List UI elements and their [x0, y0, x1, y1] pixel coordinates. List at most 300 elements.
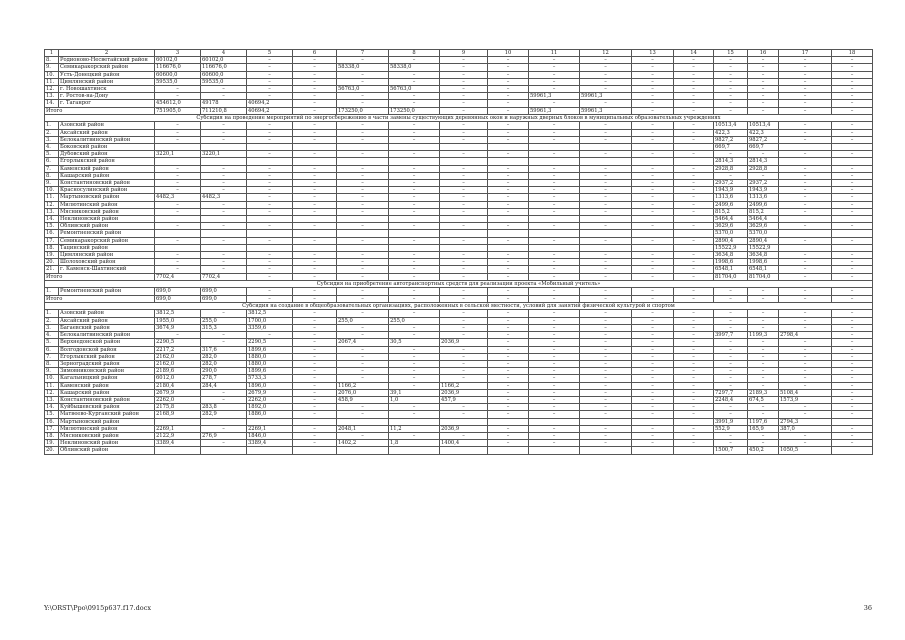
table-cell: 5733,3 — [247, 375, 293, 382]
table-cell: – — [488, 310, 529, 317]
row-number: 14. — [45, 100, 59, 107]
table-cell — [201, 244, 247, 251]
row-number: 14. — [45, 216, 59, 223]
table-cell: – — [293, 389, 337, 396]
table-cell: – — [779, 223, 832, 230]
table-cell — [201, 158, 247, 165]
table-cell: – — [832, 71, 873, 78]
table-cell — [293, 144, 337, 151]
table-cell: – — [674, 129, 714, 136]
table-cell: – — [488, 440, 529, 447]
table-cell: 711210,8 — [201, 107, 247, 114]
table-row — [45, 144, 873, 151]
table-cell: 699,0 — [201, 295, 247, 302]
table-cell: 699,0 — [155, 295, 201, 302]
table-cell — [832, 216, 873, 223]
row-number: 7. — [45, 165, 59, 172]
table-row — [45, 237, 873, 244]
district-name: Багаевский район — [59, 324, 155, 331]
table-cell — [832, 244, 873, 251]
budget-table — [44, 49, 873, 455]
table-cell: 2248,4 — [714, 396, 748, 403]
table-cell — [488, 144, 529, 151]
table-cell: – — [529, 259, 580, 266]
table-cell — [293, 447, 337, 454]
row-number: 11. — [45, 382, 59, 389]
district-name: Родионово-Несветайский район — [59, 57, 155, 64]
table-cell: – — [201, 237, 247, 244]
table-cell: – — [748, 324, 779, 331]
table-cell: – — [714, 382, 748, 389]
table-cell: 39,1 — [389, 389, 440, 396]
district-name: Константиновский район — [59, 180, 155, 187]
table-cell: – — [779, 208, 832, 215]
row-number: 5. — [45, 151, 59, 158]
table-cell: – — [389, 432, 440, 439]
table-cell: – — [674, 122, 714, 129]
table-cell: – — [779, 440, 832, 447]
table-cell: – — [580, 100, 632, 107]
table-cell: – — [488, 404, 529, 411]
table-cell: – — [632, 208, 674, 215]
table-cell: 290,0 — [201, 368, 247, 375]
table-cell: – — [580, 382, 632, 389]
table-cell: – — [714, 324, 748, 331]
row-number: 13. — [45, 208, 59, 215]
table-cell: 1400,4 — [440, 440, 488, 447]
table-cell: – — [674, 57, 714, 64]
table-cell: – — [293, 136, 337, 143]
table-cell: 3220,1 — [155, 151, 201, 158]
table-cell: – — [293, 259, 337, 266]
table-cell: 6548,1 — [748, 266, 779, 273]
table-cell: 2814,3 — [714, 158, 748, 165]
table-cell: – — [580, 375, 632, 382]
table-cell — [155, 447, 201, 454]
table-cell: – — [488, 396, 529, 403]
table-cell: – — [779, 165, 832, 172]
table-cell: – — [201, 136, 247, 143]
table-cell: – — [247, 332, 293, 339]
table-cell: – — [293, 194, 337, 201]
table-cell: 10513,4 — [748, 122, 779, 129]
table-cell: 2067,4 — [337, 339, 389, 346]
table-cell: 2890,4 — [714, 237, 748, 244]
table-row — [45, 411, 873, 418]
table-cell: 60102,0 — [201, 57, 247, 64]
district-name: Аксайский район — [59, 129, 155, 136]
table-body — [45, 50, 873, 455]
table-cell: – — [632, 57, 674, 64]
table-cell: – — [632, 107, 674, 114]
table-cell: – — [632, 310, 674, 317]
table-cell: – — [529, 273, 580, 280]
table-cell: – — [389, 180, 440, 187]
table-cell: 1899,6 — [247, 368, 293, 375]
table-cell: – — [488, 151, 529, 158]
row-number: 13. — [45, 396, 59, 403]
table-cell: – — [201, 332, 247, 339]
table-cell: – — [389, 411, 440, 418]
table-cell: – — [832, 440, 873, 447]
table-cell: 2262,0 — [155, 396, 201, 403]
district-name: Тацинский район — [59, 244, 155, 251]
table-row — [45, 151, 873, 158]
table-cell: – — [632, 375, 674, 382]
table-row — [45, 288, 873, 295]
table-cell: – — [779, 288, 832, 295]
table-cell: – — [337, 208, 389, 215]
column-header-cell: 3 — [155, 50, 201, 57]
table-cell: – — [529, 432, 580, 439]
table-cell: 1943,9 — [748, 187, 779, 194]
table-cell: – — [529, 266, 580, 273]
district-name: Верхнедонской район — [59, 339, 155, 346]
table-cell: – — [488, 382, 529, 389]
table-cell — [155, 144, 201, 151]
table-cell: – — [779, 180, 832, 187]
table-cell: – — [714, 440, 748, 447]
row-number: 3. — [45, 324, 59, 331]
table-cell: 60600,0 — [201, 71, 247, 78]
table-row — [45, 389, 873, 396]
table-cell: – — [337, 136, 389, 143]
table-cell: – — [832, 317, 873, 324]
table-cell: – — [247, 64, 293, 71]
row-number: 15. — [45, 223, 59, 230]
table-cell: 2814,3 — [748, 158, 779, 165]
table-cell — [674, 144, 714, 151]
table-cell: – — [155, 332, 201, 339]
table-cell: – — [488, 165, 529, 172]
table-cell: 2679,9 — [155, 389, 201, 396]
table-cell: – — [389, 375, 440, 382]
table-cell: – — [748, 346, 779, 353]
table-cell: – — [293, 273, 337, 280]
table-cell: – — [488, 353, 529, 360]
column-header-cell: 9 — [440, 50, 488, 57]
table-row — [45, 86, 873, 93]
table-cell: – — [440, 310, 488, 317]
table-cell: – — [580, 353, 632, 360]
table-cell: – — [632, 151, 674, 158]
table-cell: – — [201, 259, 247, 266]
table-cell: – — [779, 353, 832, 360]
table-cell: – — [714, 64, 748, 71]
table-cell: – — [674, 223, 714, 230]
table-cell: – — [674, 353, 714, 360]
table-cell: 5464,4 — [714, 216, 748, 223]
district-name: Милютинский район — [59, 201, 155, 208]
table-cell: – — [247, 57, 293, 64]
table-cell: 1880,0 — [247, 360, 293, 367]
row-number: 20. — [45, 259, 59, 266]
table-cell: – — [779, 295, 832, 302]
table-cell: – — [580, 411, 632, 418]
table-cell — [389, 144, 440, 151]
table-cell: – — [201, 172, 247, 179]
table-cell: – — [155, 180, 201, 187]
table-cell: – — [247, 252, 293, 259]
table-cell: 3389,4 — [247, 440, 293, 447]
table-cell — [580, 244, 632, 251]
table-cell: – — [337, 78, 389, 85]
table-cell: – — [155, 129, 201, 136]
table-row — [45, 71, 873, 78]
table-cell: – — [529, 180, 580, 187]
table-cell: – — [832, 353, 873, 360]
table-cell: – — [832, 107, 873, 114]
table-row — [45, 266, 873, 273]
table-cell: – — [337, 295, 389, 302]
table-cell: – — [247, 172, 293, 179]
table-cell: – — [832, 404, 873, 411]
table-row — [45, 244, 873, 251]
district-name: Неклиновский район — [59, 440, 155, 447]
table-cell: – — [580, 432, 632, 439]
table-cell — [389, 230, 440, 237]
table-cell: 116676,0 — [155, 64, 201, 71]
table-cell: – — [779, 360, 832, 367]
table-cell: – — [440, 78, 488, 85]
table-row — [45, 375, 873, 382]
table-cell: – — [293, 317, 337, 324]
table-cell: – — [674, 368, 714, 375]
table-cell: – — [632, 288, 674, 295]
table-cell: 2679,9 — [247, 389, 293, 396]
table-cell: – — [488, 64, 529, 71]
table-cell: – — [529, 100, 580, 107]
table-cell: – — [293, 252, 337, 259]
column-header-cell: 11 — [529, 50, 580, 57]
table-cell: – — [337, 71, 389, 78]
table-row — [45, 78, 873, 85]
table-cell: 58338,0 — [389, 64, 440, 71]
table-cell — [201, 447, 247, 454]
table-cell: 1846,0 — [247, 432, 293, 439]
table-cell: – — [293, 332, 337, 339]
table-cell: – — [337, 223, 389, 230]
table-cell: – — [580, 404, 632, 411]
table-row — [45, 180, 873, 187]
table-cell — [832, 447, 873, 454]
table-cell: – — [832, 288, 873, 295]
table-cell: 1899,6 — [247, 346, 293, 353]
table-cell: – — [293, 310, 337, 317]
table-cell: – — [714, 353, 748, 360]
table-cell: – — [247, 165, 293, 172]
row-number: 8. — [45, 360, 59, 367]
table-row — [45, 447, 873, 454]
table-cell: 317,6 — [201, 346, 247, 353]
table-cell: – — [293, 100, 337, 107]
table-cell: – — [748, 172, 779, 179]
table-cell: – — [293, 425, 337, 432]
table-cell: – — [632, 252, 674, 259]
section-title: Субсидия на создание в общеобразовательных организациях, расположенных в сельской местности, условий для занятий физической культурой и спортом — [45, 302, 873, 310]
table-cell: – — [529, 404, 580, 411]
table-cell: – — [580, 266, 632, 273]
table-cell — [674, 158, 714, 165]
table-cell — [389, 244, 440, 251]
table-cell — [632, 144, 674, 151]
table-cell: – — [440, 64, 488, 71]
table-cell: – — [155, 208, 201, 215]
table-cell: – — [293, 57, 337, 64]
table-cell: 282,0 — [201, 360, 247, 367]
table-cell: – — [529, 339, 580, 346]
table-cell: – — [580, 129, 632, 136]
table-cell: – — [529, 382, 580, 389]
table-cell — [632, 158, 674, 165]
table-cell: 1050,5 — [779, 447, 832, 454]
table-cell: – — [779, 339, 832, 346]
table-cell: – — [714, 411, 748, 418]
table-cell: 81704,0 — [748, 273, 779, 280]
table-cell: – — [748, 432, 779, 439]
table-cell: – — [488, 252, 529, 259]
table-cell — [674, 216, 714, 223]
table-row — [45, 396, 873, 403]
column-header-cell: 17 — [779, 50, 832, 57]
table-cell: – — [440, 201, 488, 208]
table-cell: – — [201, 396, 247, 403]
table-cell: – — [488, 122, 529, 129]
table-cell: – — [293, 346, 337, 353]
table-cell: – — [580, 288, 632, 295]
table-cell: – — [440, 288, 488, 295]
table-cell: – — [779, 346, 832, 353]
total-row — [45, 273, 873, 280]
district-name: Усть-Донецкий район — [59, 71, 155, 78]
table-cell: – — [529, 78, 580, 85]
table-cell: – — [440, 295, 488, 302]
table-cell: – — [389, 382, 440, 389]
table-cell: – — [201, 389, 247, 396]
table-cell: – — [293, 266, 337, 273]
table-cell: 15522,9 — [714, 244, 748, 251]
table-cell: – — [674, 151, 714, 158]
table-cell: – — [247, 187, 293, 194]
table-cell: – — [632, 136, 674, 143]
table-cell: – — [748, 440, 779, 447]
table-cell: 1998,6 — [748, 259, 779, 266]
table-cell: – — [389, 353, 440, 360]
row-number: 15. — [45, 411, 59, 418]
row-number: 1. — [45, 310, 59, 317]
table-cell: – — [779, 368, 832, 375]
table-cell — [293, 418, 337, 425]
table-cell: – — [389, 172, 440, 179]
table-cell: – — [155, 86, 201, 93]
table-cell: – — [714, 107, 748, 114]
table-cell: – — [748, 317, 779, 324]
district-name: Каменский район — [59, 382, 155, 389]
table-cell — [529, 230, 580, 237]
table-cell: 255,0 — [389, 317, 440, 324]
district-name: Константиновский район — [59, 396, 155, 403]
table-cell — [580, 418, 632, 425]
table-cell: – — [632, 100, 674, 107]
table-cell: – — [247, 151, 293, 158]
table-cell: – — [779, 194, 832, 201]
table-cell: – — [337, 259, 389, 266]
table-cell: – — [440, 122, 488, 129]
table-cell: – — [674, 252, 714, 259]
table-cell: – — [580, 201, 632, 208]
table-cell: – — [529, 360, 580, 367]
table-cell: – — [674, 404, 714, 411]
table-cell — [779, 144, 832, 151]
table-cell: – — [488, 389, 529, 396]
table-cell: – — [714, 71, 748, 78]
table-cell: – — [714, 295, 748, 302]
table-cell: – — [529, 368, 580, 375]
table-row — [45, 404, 873, 411]
table-cell — [201, 418, 247, 425]
row-number: 18. — [45, 244, 59, 251]
table-cell: – — [529, 151, 580, 158]
table-cell: – — [247, 237, 293, 244]
row-number: 1. — [45, 122, 59, 129]
table-cell: – — [779, 107, 832, 114]
district-name: Егорлыкский район — [59, 158, 155, 165]
row-number: 1. — [45, 288, 59, 295]
table-row — [45, 223, 873, 230]
table-cell — [632, 216, 674, 223]
table-cell — [529, 158, 580, 165]
table-cell: – — [488, 57, 529, 64]
row-number: 12. — [45, 201, 59, 208]
table-cell: – — [779, 324, 832, 331]
table-cell: – — [632, 332, 674, 339]
table-cell: – — [632, 223, 674, 230]
district-name: Куйбышевский район — [59, 404, 155, 411]
table-cell: – — [674, 237, 714, 244]
table-cell: – — [389, 208, 440, 215]
table-cell: – — [779, 64, 832, 71]
table-cell: 278,7 — [201, 375, 247, 382]
table-cell: – — [488, 71, 529, 78]
table-cell: – — [832, 389, 873, 396]
table-cell: – — [832, 425, 873, 432]
table-cell: – — [832, 100, 873, 107]
table-cell: 3389,4 — [155, 440, 201, 447]
table-cell: – — [748, 93, 779, 100]
table-cell: 699,0 — [201, 288, 247, 295]
table-cell: 1998,6 — [714, 259, 748, 266]
table-cell — [488, 230, 529, 237]
table-cell: – — [389, 71, 440, 78]
table-cell: – — [632, 440, 674, 447]
table-cell: 173250,0 — [337, 107, 389, 114]
table-cell: – — [529, 310, 580, 317]
table-cell: 1,8 — [389, 440, 440, 447]
table-row — [45, 324, 873, 331]
table-cell: – — [440, 273, 488, 280]
table-cell: – — [293, 201, 337, 208]
table-cell: – — [632, 194, 674, 201]
column-header-cell: 10 — [488, 50, 529, 57]
table-cell: – — [293, 324, 337, 331]
table-cell: – — [632, 360, 674, 367]
table-row — [45, 100, 873, 107]
table-cell: – — [488, 332, 529, 339]
table-cell: – — [529, 252, 580, 259]
district-name: г. Ростов-на-Дону — [59, 93, 155, 100]
table-cell: 2290,5 — [247, 339, 293, 346]
table-cell: – — [529, 194, 580, 201]
